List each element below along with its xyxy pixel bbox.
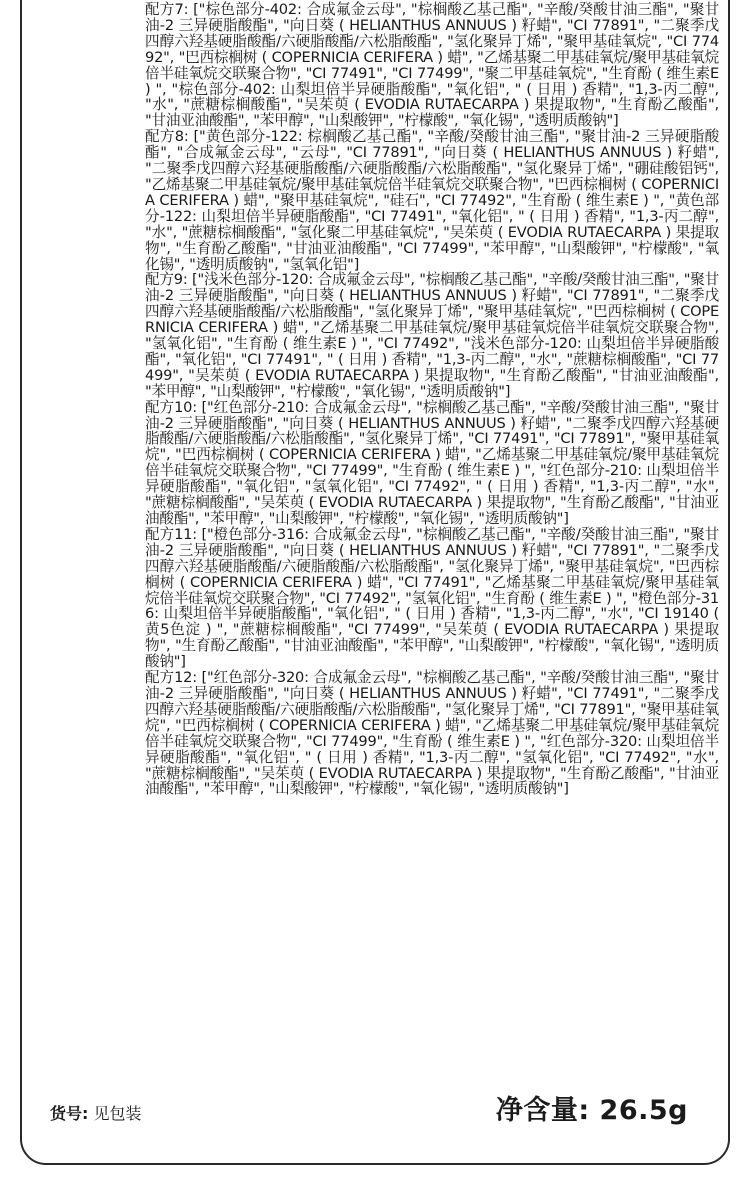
net-content: 净含量: 26.5g — [495, 1095, 688, 1126]
formula-8: 配方8: ["黄色部分-122: 棕榈酸乙基己酯", "辛酸/癸酸甘油三酯", "聚甘油-2 三异硬脂酸酯", "合成氟金云母", "云母", "CI 77891", "向日葵 ( HELIANTHUS ANNUUS ) 籽蜡", "二聚季戊四醇六羟基硬脂酸酯/六硬脂酸酯/六松脂酸酯", "氢化聚异丁烯", "硼硅酸铝钙", "乙烯基聚二甲基硅氧烷/聚甲基硅氧烷倍半硅氧烷交联聚合物", "巴西棕榈树 ( COPERNICIA CERIFERA ) 蜡", "聚甲基硅氧烷", "硅石", "CI 77492", "生育酚 ( 维生素E ) ", "黄色部分-122: 山梨坦倍半异硬脂酸酯", "CI 77491", "氧化铝", " ( 日用 ) 香精", "1,3-丙二醇", "水", "蔗糖棕榈酸酯", "氢化聚二甲基硅氧烷", "吴茱萸 ( EVODIA RUTAECARPA ) 果提取物", "生育酚乙酸酯", "甘油亚油酸酯", "CI 77499", "苯甲醇", "山梨酸钾", "柠檬酸", "氧化锡", "透明质酸钠", "氢氧化铝"] — [145, 128, 719, 273]
formula-10: 配方10: ["红色部分-210: 合成氟金云母", "棕榈酸乙基己酯", "辛酸/癸酸甘油三酯", "聚甘油-2 三异硬脂酸酯", "向日葵 ( HELIANTHUS ANNUUS ) 籽蜡", "二聚季戊四醇六羟基硬脂酸酯/六硬脂酸酯/六松脂酸酯", "氢化聚异丁烯", "CI 77491", "CI 77891", "聚甲基硅氧烷", "巴西棕榈树 ( COPERNICIA CERIFERA ) 蜡", "乙烯基聚二甲基硅氧烷/聚甲基硅氧烷倍半硅氧烷交联聚合物", "CI 77499", "生育酚 ( 维生素E ) ", "红色部分-210: 山梨坦倍半异硬脂酸酯", "氧化铝", "氢氧化铝", "CI 77492", " ( 日用 ) 香精", "1,3-丙二醇", "水", "蔗糖棕榈酸酯", "吴茱萸 ( EVODIA RUTAECARPA ) 果提取物", "生育酚乙酸酯", "甘油亚油酸酯", "苯甲醇", "山梨酸钾", "柠檬酸", "氧化锡", "透明质酸钠"] — [145, 398, 719, 527]
item-number-value: 见包装 — [93, 1104, 142, 1123]
formula-12: 配方12: ["红色部分-320: 合成氟金云母", "棕榈酸乙基己酯", "辛酸/癸酸甘油三酯", "聚甘油-2 三异硬脂酸酯", "向日葵 ( HELIANTHUS ANNUUS ) 籽蜡", "CI 77491", "二聚季戊四醇六羟基硬脂酸酯/六硬脂酸酯/六松脂酸酯", "氢化聚异丁烯", "CI 77891", "聚甲基硅氧烷", "巴西棕榈树 ( COPERNICIA CERIFERA ) 蜡", "乙烯基聚二甲基硅氧烷/聚甲基硅氧烷倍半硅氧烷交联聚合物", "CI 77499", "生育酚 ( 维生素E ) ", "红色部分-320: 山梨坦倍半异硬脂酸酯", "氧化铝", " ( 日用 ) 香精", "1,3-丙二醇", "氢氧化铝", "CI 77492", "水", "蔗糖棕榈酸酯", "吴茱萸 ( EVODIA RUTAECARPA ) 果提取物", "生育酚乙酸酯", "甘油亚油酸酯", "苯甲醇", "山梨酸钾", "柠檬酸", "氧化锡", "透明质酸钠"] — [145, 669, 719, 798]
formula-7: 配方7: ["棕色部分-402: 合成氟金云母", "棕榈酸乙基己酯", "辛酸/癸酸甘油三酯", "聚甘油-2 三异硬脂酸酯", "向日葵 ( HELIANTHUS ANNUUS ) 籽蜡", "CI 77891", "二聚季戊四醇六羟基硬脂酸酯/六硬脂酸酯/六松脂酸酯", "氢化聚异丁烯", "聚甲基硅氧烷", "CI 77492", "巴西棕榈树 ( COPERNICIA CERIFERA ) 蜡", "乙烯基聚二甲基硅氧烷/聚甲基硅氧烷倍半硅氧烷交联聚合物", "CI 77491", "CI 77499", "聚二甲基硅氧烷", "生育酚 ( 维生素E ) ", "棕色部分-402: 山梨坦倍半异硬脂酸酯", "氧化铝", " ( 日用 ) 香精", "1,3-丙二醇", "水", "蔗糖棕榈酸酯", "吴茱萸 ( EVODIA RUTAECARPA ) 果提取物", "生育酚乙酸酯", "甘油亚油酸酯", "苯甲醇", "山梨酸钾", "柠檬酸", "氧化锡", "透明质酸钠"] — [145, 1, 719, 130]
item-number — [50, 1103, 142, 1125]
item-number-label: 货号: — [50, 1104, 89, 1123]
formula-list — [145, 2, 719, 797]
formula-9: 配方9: ["浅米色部分-120: 合成氟金云母", "棕榈酸乙基己酯", "辛酸/癸酸甘油三酯", "聚甘油-2 三异硬脂酸酯", "向日葵 ( HELIANTHUS ANNUUS ) 籽蜡", "CI 77891", "二聚季戊四醇六羟基硬脂酸酯/六松脂酸酯", "氢化聚异丁烯", "聚甲基硅氧烷", "巴西棕榈树 ( COPERNICIA CERIFERA ) 蜡", "乙烯基聚二甲基硅氧烷/聚甲基硅氧烷倍半硅氧烷交联聚合物", "氢氧化铝", "生育酚 ( 维生素E ) ", "CI 77492", "浅米色部分-120: 山梨坦倍半异硬脂酸酯", "氧化铝", "CI 77491", " ( 日用 ) 香精", "1,3-丙二醇", "水", "蔗糖棕榈酸酯", "CI 77499", "吴茱萸 ( EVODIA RUTAECARPA ) 果提取物", "生育酚乙酸酯", "甘油亚油酸酯", "苯甲醇", "山梨酸钾", "柠檬酸", "氧化锡", "透明质酸钠"] — [145, 271, 719, 400]
formula-11: 配方11: ["橙色部分-316: 合成氟金云母", "棕榈酸乙基己酯", "辛酸/癸酸甘油三酯", "聚甘油-2 三异硬脂酸酯", "向日葵 ( HELIANTHUS ANNUUS ) 籽蜡", "CI 77891", "二聚季戊四醇六羟基硬脂酸酯/六硬脂酸酯/六松脂酸酯", "氢化聚异丁烯", "聚甲基硅氧烷", "巴西棕榈树 ( COPERNICIA CERIFERA ) 蜡", "CI 77491", "乙烯基聚二甲基硅氧烷/聚甲基硅氧烷倍半硅氧烷交联聚合物", "CI 77492", "氢氧化铝", "生育酚 ( 维生素E ) ", "橙色部分-316: 山梨坦倍半异硬脂酸酯", "氧化铝", " ( 日用 ) 香精", "1,3-丙二醇", "水", "CI 19140 ( 黄5色淀 ) ", "蔗糖棕榈酸酯", "CI 77499", "吴茱萸 ( EVODIA RUTAECARPA ) 果提取物", "生育酚乙酸酯", "甘油亚油酸酯", "苯甲醇", "山梨酸钾", "柠檬酸", "氧化锡", "透明质酸钠"] — [145, 525, 719, 671]
